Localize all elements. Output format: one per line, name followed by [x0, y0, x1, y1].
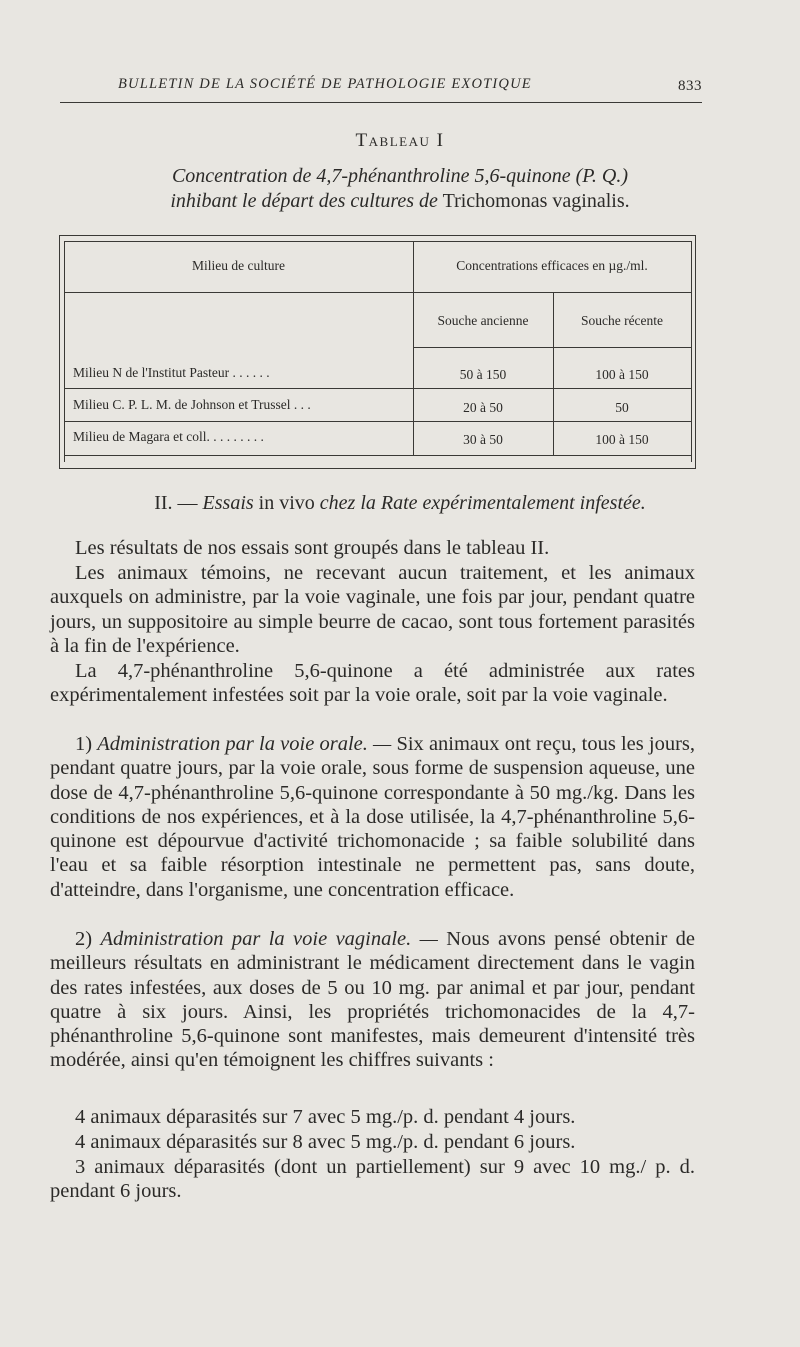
header-old-strain: Souche ancienne	[437, 313, 529, 328]
vaginal-title: Administration par la voie vaginale. —	[100, 928, 438, 950]
row-3-recent: 100 à 150	[595, 432, 649, 447]
row-1-medium: Milieu N de l'Institut Pasteur . . . . . .	[73, 365, 270, 380]
section-number: II. —	[154, 492, 198, 514]
section-title-b: in vivo	[258, 492, 315, 514]
caption-line-2	[60, 189, 740, 214]
row-1-old: 50 à 150	[459, 367, 507, 382]
table-row-rule-2	[64, 421, 691, 422]
paragraph-vaginal	[50, 927, 695, 1073]
section-heading	[0, 492, 800, 515]
vaginal-number: 2)	[75, 928, 93, 950]
header-rule	[60, 102, 702, 103]
oral-title: Administration par la voie orale. —	[97, 733, 392, 755]
row-3-old: 30 à 50	[463, 432, 503, 447]
header-medium: Milieu de culture	[192, 258, 285, 273]
paragraph-3: La 4,7-phénanthroline 5,6-quinone a été administrée aux rates expérimentalement infestées soit par la voie orale, soit par la voie vaginale.	[50, 660, 695, 707]
header-recent-strain: Souche récente	[580, 313, 664, 328]
result-line-1: 4 animaux déparasités sur 7 avec 5 mg./p. d. pendant 4 jours.	[75, 1106, 576, 1128]
paragraph-2: Les animaux témoins, ne recevant aucun traitement, et les animaux auxquels on administre, par la voie vaginale, une fois par jour, pendant quatre jours, un suppositoire au simple beurre de cacao, sont tous fortement parasités à la fin de l'expérience.	[50, 562, 695, 657]
vaginal-text: Nous avons pensé obtenir de meilleurs résultats en administrant le médicament directement dans le vagin des rates infestées, aux doses de 5 ou 10 mg. par animal et par jour, pendant quatre à six jours. Ainsi, les propriétés trichomonacides de la 4,7-phénanthroline 5,6-quinone sont manifestes, mais demeurent d'intensité très modérée, ainsi qu'en témoignent les chiffres suivants :	[50, 928, 696, 1072]
row-2-old: 20 à 50	[463, 400, 503, 415]
paragraph-oral	[50, 732, 695, 902]
header-concentrations: Concentrations efficaces en µg./ml.	[456, 258, 648, 273]
row-2-recent: 50	[615, 400, 629, 415]
oral-number: 1)	[75, 733, 93, 755]
section-title-a: Essais	[202, 492, 254, 514]
result-line-3: 3 animaux déparasités (dont un partiellement) sur 9 avec 10 mg./ p. d. pendant 6 jours.	[50, 1156, 695, 1203]
journal-title: BULLETIN DE LA SOCIÉTÉ DE PATHOLOGIE EXOTIQUE	[118, 76, 532, 92]
paragraph-1: Les résultats de nos essais sont groupés dans le tableau II.	[75, 537, 550, 559]
table-subheader-rule	[413, 347, 691, 348]
table-header-rule-right	[413, 292, 691, 293]
table-header-rule-left	[64, 292, 413, 293]
page-number: 833	[678, 78, 702, 94]
table-bottom-rule	[64, 455, 691, 456]
section-title-c: chez la Rate expérimentalement infestée.	[319, 492, 646, 514]
table-title: Tableau I	[355, 130, 445, 151]
caption-line-1: Concentration de 4,7-phénanthroline 5,6-quinone (P. Q.)	[171, 165, 629, 187]
result-line-2: 4 animaux déparasités sur 8 avec 5 mg./p. d. pendant 6 jours.	[75, 1131, 576, 1153]
caption-organism: Trichomonas vaginalis.	[442, 190, 630, 212]
row-2-medium: Milieu C. P. L. M. de Johnson et Trussel . . .	[73, 397, 311, 412]
caption-italic: inhibant le départ des cultures de	[170, 190, 438, 212]
table-caption	[60, 164, 740, 214]
table-row-rule-1	[64, 388, 691, 389]
row-1-recent: 100 à 150	[595, 367, 649, 382]
oral-text: Six animaux ont reçu, tous les jours, pendant quatre jours, par la voie orale, sous forme de suspension aqueuse, une dose de 4,7-phénanthroline 5,6-quinone correspondante à 50 mg./kg. Dans les conditions de nos expériences, et à la dose utilisée, la 4,7-phénanthroline 5,6-quinone est dépourvue d'activité trichomonacide ; sa faible solubilité dans l'eau et sa faible résorption intestinale ne permettent pas, sans doute, d'atteindre, dans l'organisme, une concentration efficace.	[50, 733, 696, 901]
row-3-medium: Milieu de Magara et coll. . . . . . . . .	[73, 429, 264, 444]
table-top-rule	[64, 241, 691, 242]
